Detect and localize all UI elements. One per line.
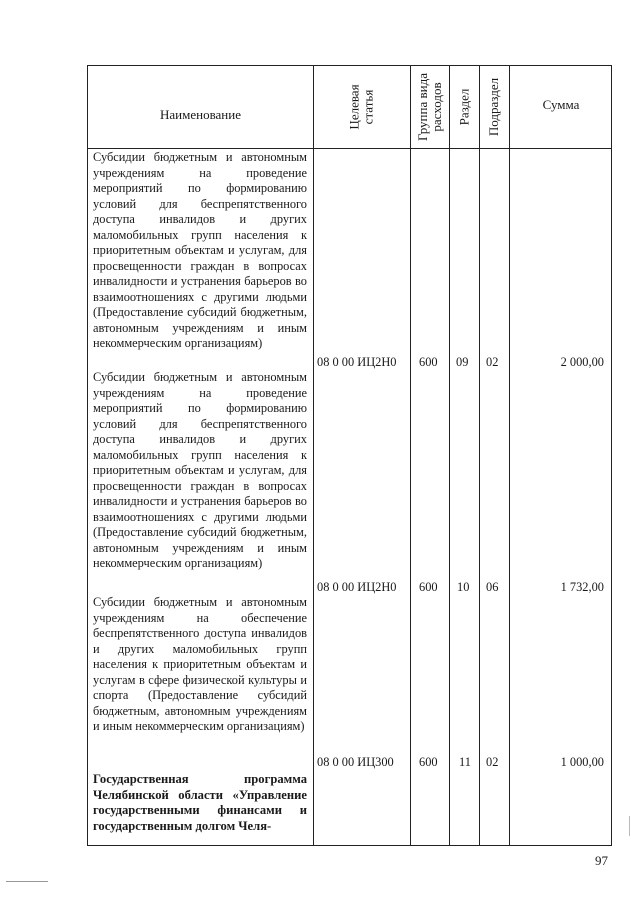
row-1-subsection: 02 xyxy=(486,355,499,369)
row-2-amount: 1 732,00 xyxy=(560,580,604,594)
header-target-line1: Целевая xyxy=(346,84,362,130)
table-header xyxy=(88,66,611,149)
header-name xyxy=(88,66,313,148)
row-3-section: 11 xyxy=(459,755,471,769)
header-target-line2: статья xyxy=(360,89,376,125)
row-3-target: 08 0 00 ИЦ300 xyxy=(317,755,394,769)
header-group xyxy=(410,66,449,148)
header-section xyxy=(449,66,479,148)
row-1-description: Субсидии бюджетным и автономным учреждениям на проведение мероприятий по формированию условий для беспрепятственного доступа инвалидов и других маломобильных групп населения к приоритетным объектам и услугам, для просвещенности граждан в вопросах инвалидности и устранения барьеров во взаимоотношениях с другими людьми (Предоставление субсидий бюджетным, автономным учреждениям и иным некоммерческим организациям) xyxy=(93,150,307,350)
row-3-description: Субсидии бюджетным и автономным учреждениям на обеспечение беспрепятственного доступа инвалидов и других маломобильных групп населения к приоритетным объектам и услугам в сфере физической культуры и спорта (Предоставление субсидий бюджетным, автономным учреждениям и иным некоммерческим организациям) xyxy=(93,595,307,733)
row-1-target: 08 0 00 ИЦ2Н0 xyxy=(317,355,397,369)
col-divider xyxy=(479,66,480,845)
header-amount xyxy=(509,66,613,148)
budget-table xyxy=(87,65,612,846)
header-subsection-text: Подраздел xyxy=(486,77,502,137)
header-section-text: Раздел xyxy=(456,88,471,126)
row-2-target: 08 0 00 ИЦ2Н0 xyxy=(317,580,397,594)
scan-mark xyxy=(6,881,48,882)
row-2-section: 10 xyxy=(457,580,470,594)
row-1-group: 600 xyxy=(419,355,438,369)
scan-mark xyxy=(629,816,630,836)
header-group-line2: расходов xyxy=(428,82,444,132)
program-title: Государственная программа Челябинской области «Управление государственными финансами и государственным долгом Челя- xyxy=(93,772,307,833)
header-amount-text: Сумма xyxy=(542,97,580,112)
row-3-group: 600 xyxy=(419,755,438,769)
col-divider xyxy=(313,66,314,845)
header-name-text: Наименование xyxy=(160,107,241,122)
header-group-line1: Группа вида xyxy=(414,73,430,141)
header-subsection xyxy=(479,66,509,148)
row-2-subsection: 06 xyxy=(486,580,499,594)
header-target-text xyxy=(347,84,375,129)
page-number: 97 xyxy=(595,853,608,868)
col-divider xyxy=(509,66,510,845)
row-1-amount: 2 000,00 xyxy=(560,355,604,369)
header-group-text xyxy=(416,73,444,141)
row-2-group: 600 xyxy=(419,580,438,594)
header-target xyxy=(313,66,410,148)
col-divider xyxy=(410,66,411,845)
row-3-subsection: 02 xyxy=(486,755,499,769)
row-2-description: Субсидии бюджетным и автономным учреждениям на проведение мероприятий по формированию условий для беспрепятственного доступа инвалидов и других маломобильных групп населения к приоритетным объектам и услугам, для просвещенности граждан в вопросах инвалидности и устранения барьеров во взаимоотношениях с другими людьми (Предоставление субсидий бюджетным, автономным учреждениям и иным некоммерческим организациям) xyxy=(93,370,307,570)
col-divider xyxy=(449,66,450,845)
row-3-amount: 1 000,00 xyxy=(560,755,604,769)
row-1-section: 09 xyxy=(456,355,469,369)
